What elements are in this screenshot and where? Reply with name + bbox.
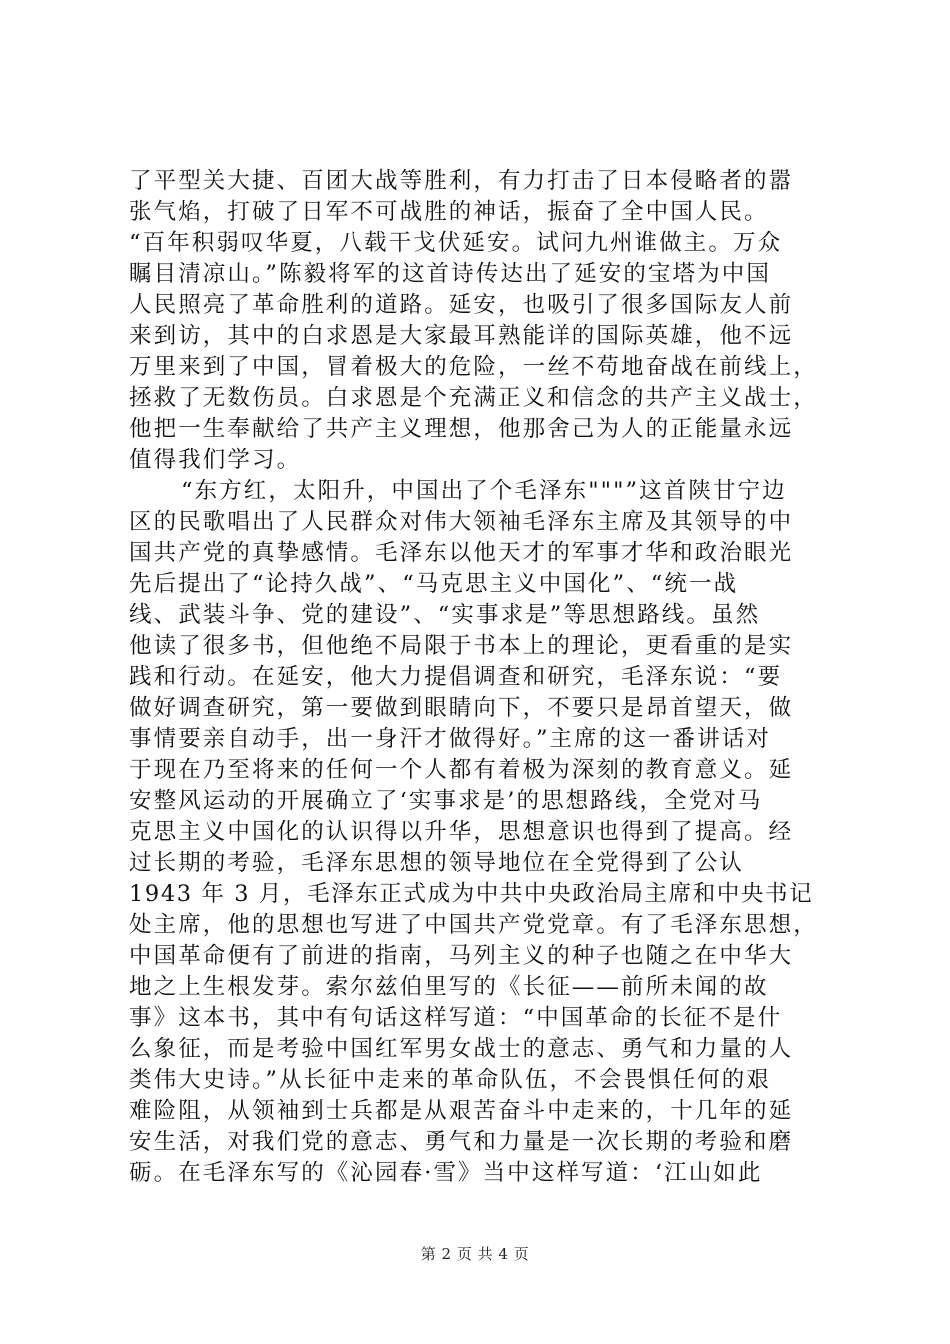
text-line: 线、武装斗争、党的建设”、“实事求是”等思想路线。虽然 (129, 602, 761, 628)
text-line: 么象征，而是考验中国红军男女战士的意志、勇气和力量的人 (129, 1036, 794, 1062)
text-line: 地之上生根发芽。索尔兹伯里写的《长征——前所未闻的故 (129, 974, 769, 1000)
text-line: 张气焰，打破了日军不可战胜的神话，振奋了全中国人民。 (129, 199, 769, 225)
text-line: 他读了很多书，但他绝不局限于书本上的理论，更看重的是实 (129, 633, 794, 659)
text-line: 来到访，其中的白求恩是大家最耳熟能详的国际英雄，他不远 (129, 323, 794, 349)
text-line: 他把一生奉献给了共产主义理想，他那舍己为人的正能量永远 (129, 416, 794, 442)
paragraph (129, 476, 829, 1189)
text-line: 处主席，他的思想也写进了中国共产党党章。有了毛泽东思想， (129, 912, 818, 938)
text-line: 1943 年 3 月，毛泽东正式成为中共中央政治局主席和中央书记 (129, 881, 814, 907)
text-line: 践和行动。在延安，他大力提倡调查和研究，毛泽东说：“要 (129, 664, 783, 690)
text-line: 类伟大史诗。”从长征中走来的革命队伍，不会畏惧任何的艰 (129, 1067, 771, 1093)
text-line: 事》这本书，其中有句话这样写道：“中国革命的长征不是什 (129, 1005, 783, 1031)
text-line: “百年积弱叹华夏，八载干戈伏延安。试问九州谁做主。万众 (129, 230, 783, 256)
text-line: 过长期的考验，毛泽东思想的领导地位在全党得到了公认 (129, 850, 745, 876)
body-text (129, 166, 829, 1189)
text-line: 克思主义中国化的认识得以升华，思想意识也得到了提高。经 (129, 819, 794, 845)
text-line: 中国革命便有了前进的指南，马列主义的种子也随之在中华大 (129, 943, 794, 969)
text-line: 人民照亮了革命胜利的道路。延安，也吸引了很多国际友人前 (129, 292, 794, 318)
text-line: 于现在乃至将来的任何一个人都有着极为深刻的教育意义。延 (129, 757, 794, 783)
text-line: 砺。在毛泽东写的《沁园春·雪》当中这样写道：‘江山如此 (129, 1160, 763, 1186)
text-line: 难险阻，从领袖到士兵都是从艰苦奋斗中走来的，十几年的延 (129, 1098, 794, 1124)
text-line: 万里来到了中国，冒着极大的危险，一丝不苟地奋战在前线上， (129, 354, 818, 380)
text-line: 先后提出了“论持久战”、“马克思主义中国化”、“统一战 (129, 571, 739, 597)
text-line: “东方红，太阳升，中国出了个毛泽东"""”这首陕甘宁边 (181, 478, 787, 504)
text-line: 做好调查研究，第一要做到眼睛向下，不要只是昂首望天，做 (129, 695, 794, 721)
text-line: 值得我们学习。 (129, 447, 302, 473)
text-line: 安生活，对我们党的意志、勇气和力量是一次长期的考验和磨 (129, 1129, 794, 1155)
paragraph (129, 166, 829, 476)
text-line: 事情要亲自动手，出一身汗才做得好。”主席的这一番讲话对 (129, 726, 771, 752)
text-line: 安整风运动的开展确立了‘实事求是’的思想路线，全党对马 (129, 788, 763, 814)
text-line: 了平型关大捷、百团大战等胜利，有力打击了日本侵略者的嚣 (129, 168, 794, 194)
text-line: 区的民歌唱出了人民群众对伟大领袖毛泽东主席及其领导的中 (129, 509, 794, 535)
text-line: 国共产党的真挚感情。毛泽东以他天才的军事才华和政治眼光 (129, 540, 794, 566)
text-line: 拯救了无数伤员。白求恩是个充满正义和信念的共产主义战士， (129, 385, 818, 411)
page-footer: 第 2 页 共 4 页 (420, 1245, 530, 1263)
text-line: 瞩目清凉山。”陈毅将军的这首诗传达出了延安的宝塔为中国 (129, 261, 771, 287)
